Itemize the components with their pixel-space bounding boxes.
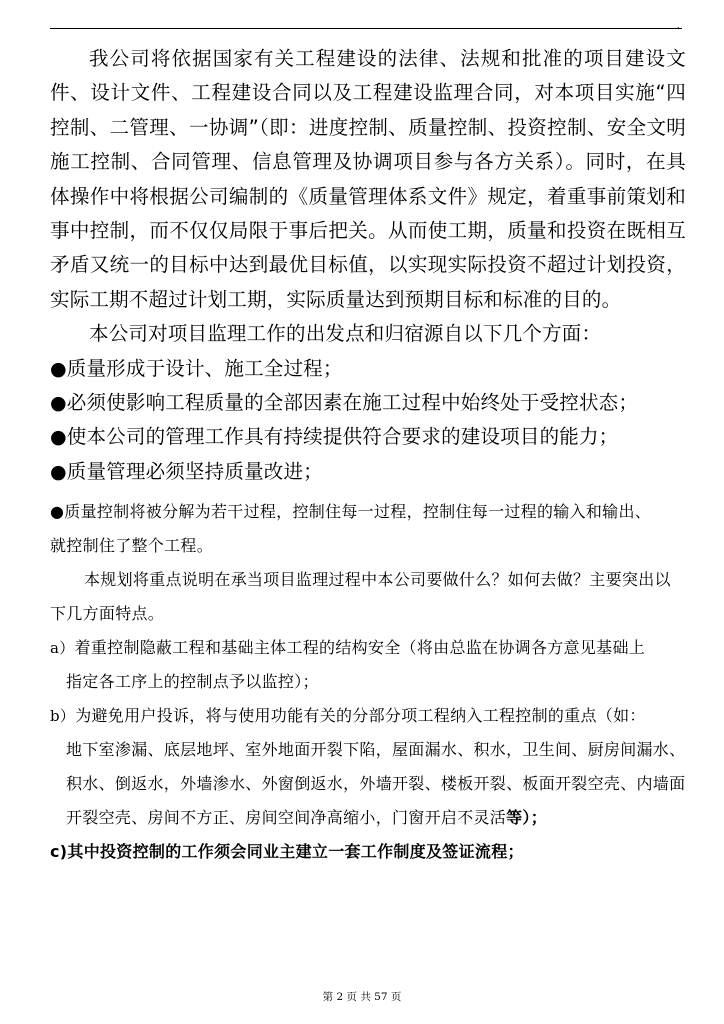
item-a-line1: 着重控制隐蔽工程和基础主体工程的结构安全（将由总监在协调各方意见基础上 [74,638,646,658]
bullet-item [50,386,686,420]
bullet-dot: ● [50,460,67,483]
item-b-line4: 开裂空壳、房间不方正、房间空间净高缩小，门窗开启不灵活 [66,808,507,828]
bullet-text: 质量管理必须坚持质量改进； [66,459,323,483]
intro-paragraph: 我公司将依据国家有关工程建设的法律、法规和批准的项目建设文件、设计文件、工程建设合同以及工程建设监理合同，对本项目实施“四控制、二管理、一协调”（即：进度控制、质量控制、投资控制、安全文明施工控制、合同管理、信息管理及协调项目参与各方关系）。同时，在具体操作中将根据公司编制的《质量管理体系文件》规定，着重事前策划和事中控制，而不仅仅局限于事后把关。从而使工期，质量和投资在既相互矛盾又统一的目标中达到最优目标值，以实现实际投资不超过计划投资，实际工期不超过计划工期，实际质量达到预期目标和标准的目的。 [50,47,686,311]
basis-paragraph: 本公司对项目监理工作的出发点和归宿源自以下几个方面： [89,322,602,346]
item-a-label: a） [50,639,75,658]
bullet-item [50,455,686,489]
corner-mark: . [677,21,680,30]
bullet-dot: ● [50,392,67,415]
bullet-text: 质量形成于设计、施工全过程； [66,356,343,380]
bullet-dot: ● [50,357,67,380]
bullet5-line2: 就控制住了整个工程。 [50,536,214,556]
list-item-b [50,699,686,835]
bullet-dot: ● [50,426,67,449]
item-b-line3: 积水、倒返水，外墙渗水、外窗倒返水，外墙开裂、楼板开裂、板面开裂空壳、内墙面 [66,774,686,794]
bullet-text: 使本公司的管理工作具有持续提供符合要求的建设项目的能力； [66,425,619,449]
document-body [50,42,686,869]
page-footer: 第 2 页 共 57 页 [322,991,402,1003]
list-item-c: c)其中投资控制的工作须会同业主建立一套工作制度及签证流程； [50,842,524,862]
bullet5-line1: 质量控制将被分解为若干过程，控制住每一过程，控制住每一过程的输入和输出、 [64,502,652,522]
item-b-line2: 地下室渗漏、底层地坪、室外地面开裂下陷，屋面漏水、积水，卫生间、厨房间漏水、 [66,740,686,760]
plan-intro-paragraph: 本规划将重点说明在承当项目监理过程中本公司要做什么？如何去做？主要突出以下几方面特点。 [50,570,671,624]
bullet-item [50,420,686,454]
list-item-a [50,631,686,699]
item-b-line4-end: 等）； [506,808,548,828]
item-b-label: b） [50,707,76,726]
item-a-line2: 指定各工序上的控制点予以监控）； [66,672,319,692]
item-b-line1: 为避免用户投诉，将与使用功能有关的分部分项工程纳入工程控制的重点（如： [75,706,646,726]
header-rule [50,28,682,29]
bullet-item [50,352,686,386]
bullet-item-small [50,495,686,529]
bullet-dot: ● [50,502,65,522]
bullet-text: 必须使影响工程质量的全部因素在施工过程中始终处于受控状态； [66,391,639,415]
